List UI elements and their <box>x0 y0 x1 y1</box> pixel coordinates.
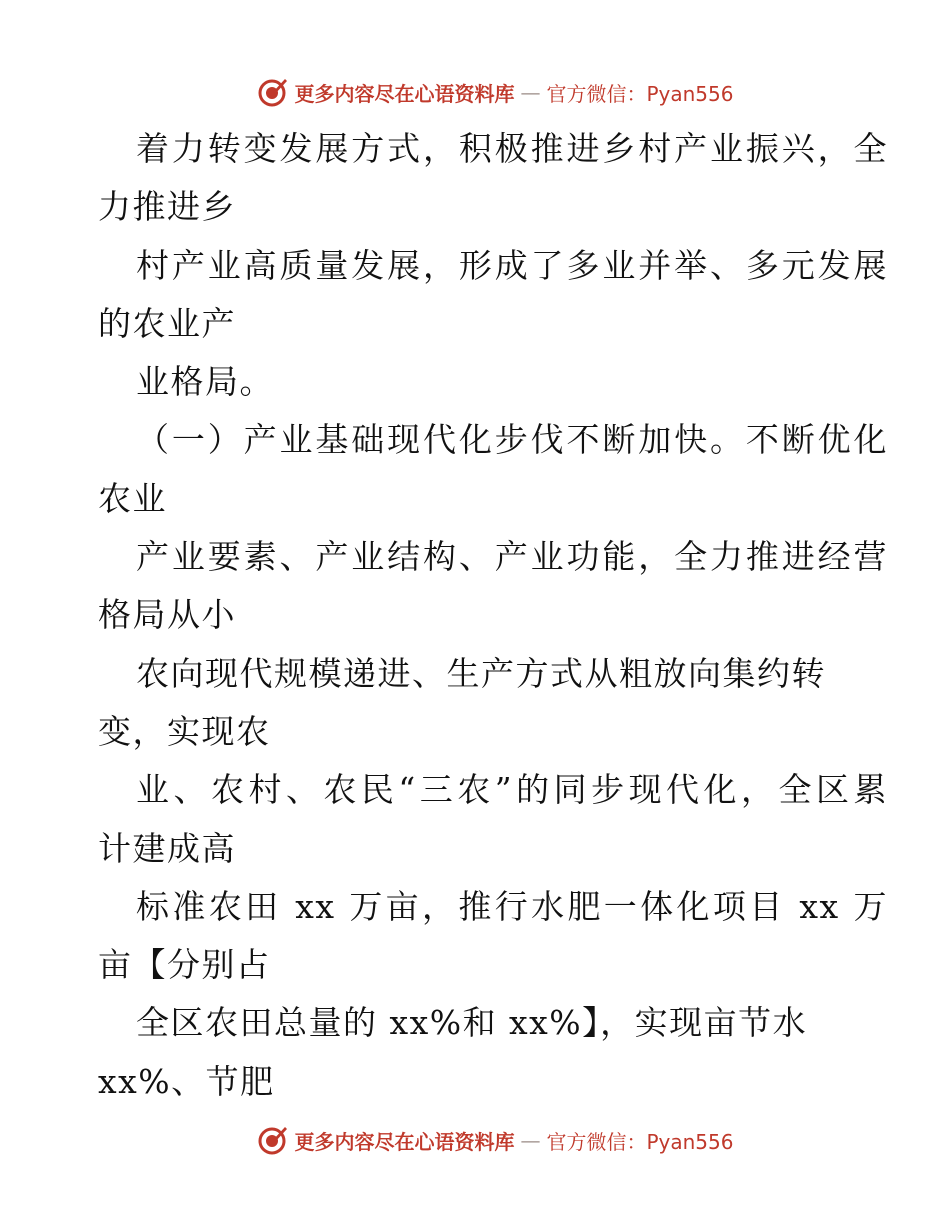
text-line: 的农业产 <box>98 303 236 343</box>
footer-banner <box>0 1120 950 1160</box>
text-line: 亩【分别占 <box>98 945 271 985</box>
text-line: 变，实现农 <box>98 711 271 751</box>
banner-separator: — <box>520 1128 541 1152</box>
banner-title: 更多内容尽在心语资料库 <box>294 81 515 106</box>
banner-separator: — <box>520 80 541 104</box>
banner-title: 更多内容尽在心语资料库 <box>294 1129 515 1154</box>
header-banner <box>0 72 950 112</box>
pen-circle-logo-icon <box>256 1124 288 1156</box>
text-line: （一）产业基础现代化步伐不断加快。不断优化 <box>136 420 888 460</box>
text-line: 着力转变发展方式，积极推进乡村产业振兴，全 <box>136 129 888 168</box>
body-text <box>98 120 888 1111</box>
text-line: 业格局。 <box>136 362 274 402</box>
text-line: 农业 <box>98 478 167 518</box>
pen-circle-logo-icon <box>256 76 288 108</box>
text-line: 标准农田 xx 万亩，推行水肥一体化项目 xx 万 <box>136 886 888 926</box>
banner-contact: 官方微信：Pyan556 <box>546 1129 734 1154</box>
text-line: 全区农田总量的 xx%和 xx%】，实现亩节水 <box>136 1003 808 1043</box>
banner-contact: 官方微信：Pyan556 <box>546 81 734 106</box>
text-line: 计建成高 <box>98 828 236 868</box>
text-line: 产业要素、产业结构、产业功能，全力推进经营 <box>136 537 888 577</box>
text-line: 格局从小 <box>98 595 236 635</box>
footer-banner-inner <box>256 1124 733 1156</box>
text-line: 农向现代规模递进、生产方式从粗放向集约转 <box>136 653 826 693</box>
text-line: 力推进乡 <box>98 187 236 227</box>
text-line: 村产业高质量发展，形成了多业并举、多元发展 <box>136 245 888 285</box>
text-line: xx%、节肥 <box>98 1061 275 1101</box>
header-banner-inner <box>256 76 733 108</box>
text-line: 业、农村、农民“三农”的同步现代化，全区累 <box>136 770 888 810</box>
